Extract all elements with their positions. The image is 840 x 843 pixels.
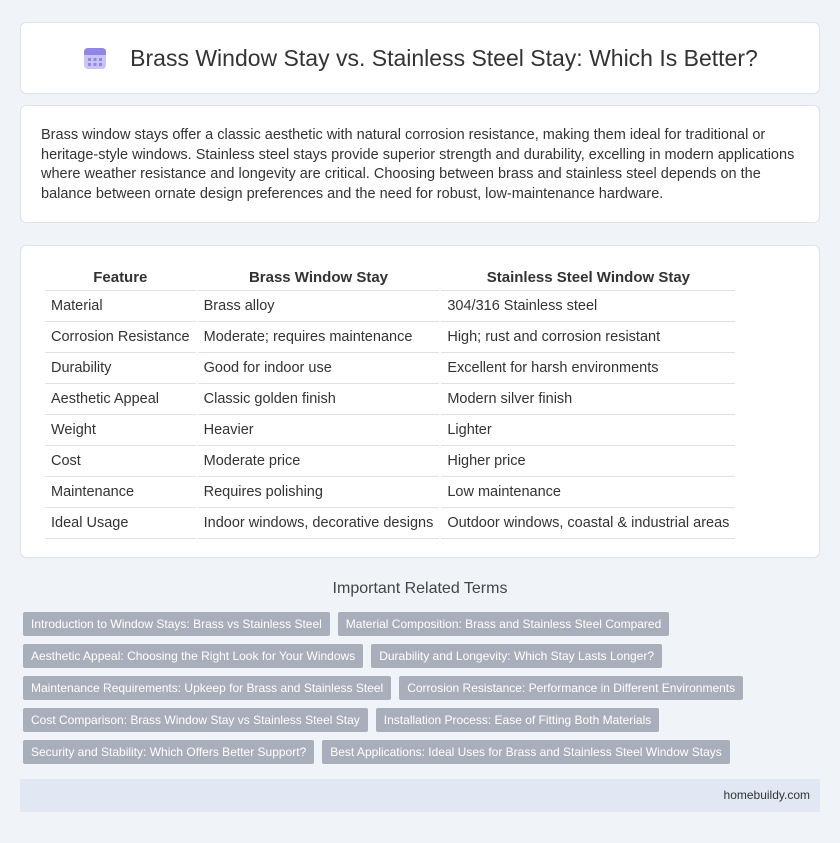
header-stainless: Stainless Steel Window Stay: [441, 266, 735, 291]
cell-brass: Indoor windows, decorative designs: [198, 508, 440, 539]
cell-stainless: High; rust and corrosion resistant: [441, 322, 735, 353]
calendar-icon: [82, 45, 108, 71]
cell-stainless: Lighter: [441, 415, 735, 446]
term-tag[interactable]: Introduction to Window Stays: Brass vs Stainless Steel: [23, 612, 330, 636]
cell-brass: Requires polishing: [198, 477, 440, 508]
table-row: [45, 291, 735, 322]
cell-stainless: Excellent for harsh environments: [441, 353, 735, 384]
term-tag[interactable]: Aesthetic Appeal: Choosing the Right Look for Your Windows: [23, 644, 363, 668]
term-tag[interactable]: Cost Comparison: Brass Window Stay vs Stainless Steel Stay: [23, 708, 368, 732]
comparison-table: [43, 266, 737, 539]
footer-brand: homebuildy.com: [723, 788, 810, 802]
table-header-row: [45, 266, 735, 291]
cell-brass: Classic golden finish: [198, 384, 440, 415]
cell-brass: Moderate price: [198, 446, 440, 477]
related-terms-list: [23, 612, 823, 772]
page-title: Brass Window Stay vs. Stainless Steel Stay: Which Is Better?: [130, 44, 758, 71]
intro-text: Brass window stays offer a classic aesthetic with natural corrosion resistance, making them ideal for traditional or heritage-style windows. Stainless steel stays provide superior strength and durability, excelling in modern applications where weather resistance and longevity are critical. Choosing between brass and stainless steel depends on the balance between ornate design preferences and the need for robust, low-maintenance hardware.: [41, 127, 795, 202]
cell-feature: Aesthetic Appeal: [45, 384, 196, 415]
table-row: [45, 508, 735, 539]
table-row: [45, 446, 735, 477]
term-tag[interactable]: Security and Stability: Which Offers Better Support?: [23, 740, 314, 764]
table-row: [45, 322, 735, 353]
header-card: [20, 22, 820, 94]
header-brass: Brass Window Stay: [198, 266, 440, 291]
related-terms-title: Important Related Terms: [332, 580, 508, 597]
header-feature: Feature: [45, 266, 196, 291]
term-tag[interactable]: Best Applications: Ideal Uses for Brass and Stainless Steel Window Stays: [322, 740, 730, 764]
table-row: [45, 353, 735, 384]
intro-card: [20, 105, 820, 223]
term-tag[interactable]: Installation Process: Ease of Fitting Both Materials: [376, 708, 659, 732]
cell-stainless: Higher price: [441, 446, 735, 477]
cell-feature: Durability: [45, 353, 196, 384]
cell-brass: Moderate; requires maintenance: [198, 322, 440, 353]
cell-feature: Weight: [45, 415, 196, 446]
cell-feature: Maintenance: [45, 477, 196, 508]
comparison-table-card: [20, 245, 820, 558]
cell-feature: Corrosion Resistance: [45, 322, 196, 353]
cell-stainless: Outdoor windows, coastal & industrial areas: [441, 508, 735, 539]
cell-brass: Brass alloy: [198, 291, 440, 322]
cell-stainless: Modern silver finish: [441, 384, 735, 415]
table-row: [45, 415, 735, 446]
cell-feature: Ideal Usage: [45, 508, 196, 539]
cell-stainless: 304/316 Stainless steel: [441, 291, 735, 322]
term-tag[interactable]: Corrosion Resistance: Performance in Different Environments: [399, 676, 743, 700]
term-tag[interactable]: Material Composition: Brass and Stainless Steel Compared: [338, 612, 669, 636]
term-tag[interactable]: Maintenance Requirements: Upkeep for Brass and Stainless Steel: [23, 676, 391, 700]
table-row: [45, 477, 735, 508]
cell-feature: Material: [45, 291, 196, 322]
cell-brass: Good for indoor use: [198, 353, 440, 384]
footer: [20, 779, 820, 812]
term-tag[interactable]: Durability and Longevity: Which Stay Lasts Longer?: [371, 644, 662, 668]
cell-feature: Cost: [45, 446, 196, 477]
table-row: [45, 384, 735, 415]
cell-stainless: Low maintenance: [441, 477, 735, 508]
cell-brass: Heavier: [198, 415, 440, 446]
